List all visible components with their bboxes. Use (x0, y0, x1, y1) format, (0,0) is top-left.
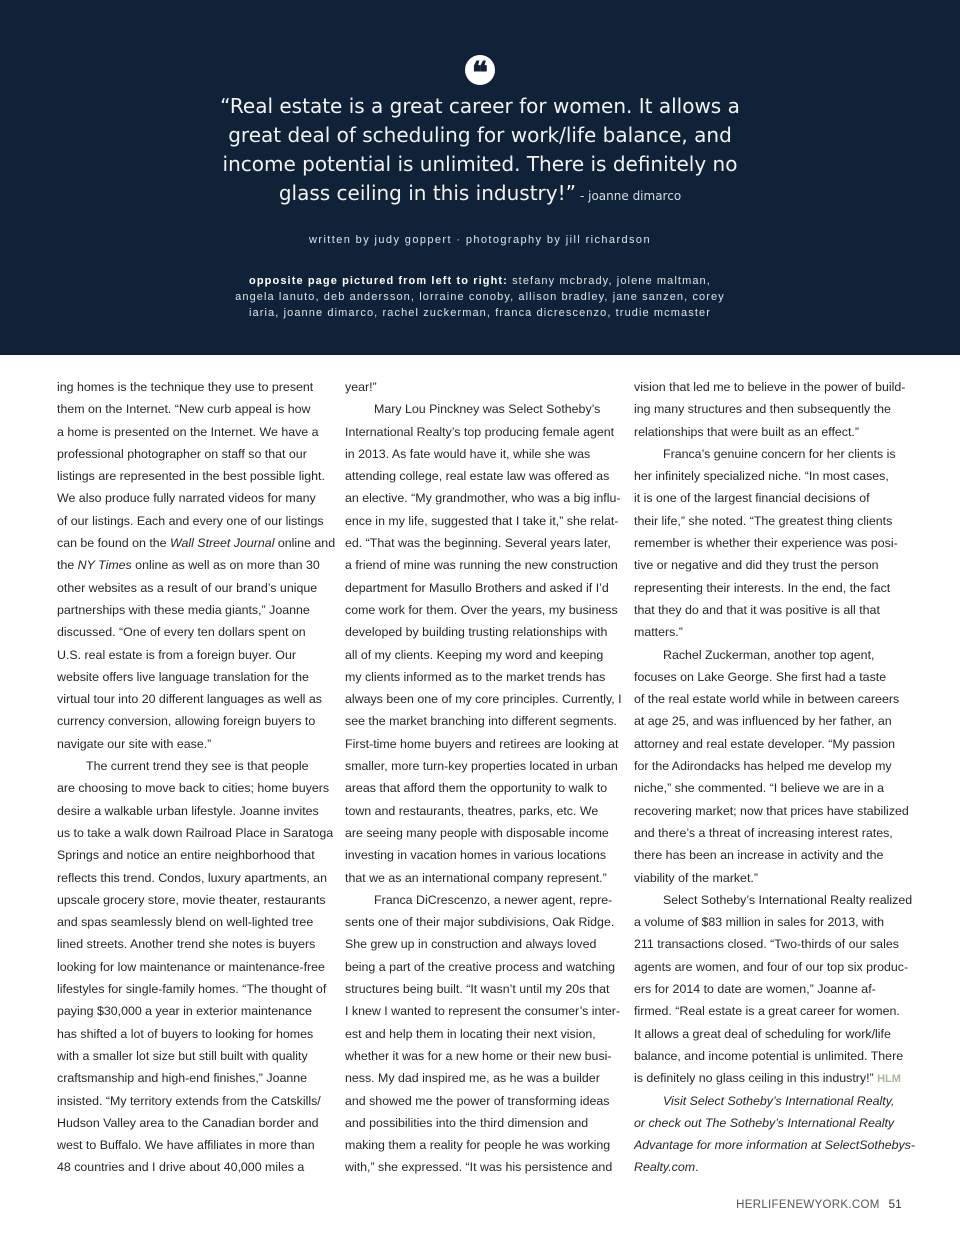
text-line (634, 487, 908, 509)
page-number: 51 (888, 1199, 902, 1211)
text-run: are choosing to move back to cities; home buyers (57, 781, 330, 796)
text-line (634, 1156, 908, 1178)
text-line (345, 710, 619, 732)
text-line (634, 710, 908, 732)
text-line (634, 510, 908, 532)
text-line (345, 956, 619, 978)
text-line (634, 421, 908, 443)
text-run: ness. My dad inspired me, as he was a builder (345, 1071, 600, 1086)
text-line (634, 1067, 908, 1089)
text-run: all of my clients. Keeping my word and keeping (345, 647, 604, 662)
end-mark-logo: HLM (877, 1073, 901, 1086)
pull-quote-line: income potential is unlimited. There is definitely no (222, 152, 738, 176)
text-line (57, 1000, 331, 1022)
text-run: and showed me the power of transforming ideas (345, 1093, 610, 1108)
text-line (345, 1023, 619, 1045)
text-run: there has been an increase in activity and the (634, 848, 884, 863)
text-line (345, 532, 619, 554)
text-run: balance, and income potential is unlimited. There (634, 1048, 904, 1063)
pull-quote-line: “Real estate is a great career for women. It allows a (220, 94, 740, 118)
text-run: and possibilities into the third dimension and (345, 1115, 589, 1130)
text-line (634, 666, 908, 688)
text-run: of our listings. Each and every one of our listings (57, 513, 324, 528)
text-run: can be found on the (57, 536, 170, 551)
text-line (634, 644, 908, 666)
text-run: for the Adirondacks has helped me develop my (634, 759, 892, 774)
text-run: town and restaurants, theatres, parks, etc. We (345, 803, 599, 818)
text-line (345, 1067, 619, 1089)
text-run: year!” (345, 380, 377, 394)
text-run: We also produce fully narrated videos for many (57, 491, 316, 506)
text-line (57, 710, 331, 732)
text-run: Rachel Zuckerman, another top agent, (663, 647, 875, 662)
quotation-mark-icon: ❝ (465, 55, 495, 85)
text-line (57, 978, 331, 1000)
text-line (345, 844, 619, 866)
text-line (57, 554, 331, 576)
text-run: and spas seamlessly blend on well-lighted tree (57, 915, 314, 930)
text-line (57, 844, 331, 866)
text-run: areas that afford them the opportunity to walk to (345, 781, 608, 796)
text-run: developed by building trusting relationships with (345, 625, 608, 640)
text-run: and there’s a threat of increasing interest rates, (634, 825, 893, 840)
text-line (57, 1156, 331, 1178)
text-run: insisted. “My territory extends from the Catskills/ (57, 1093, 321, 1108)
text-line (634, 933, 908, 955)
text-run: department for Masullo Brothers and asked if I’d (345, 580, 609, 595)
text-line (634, 1134, 916, 1156)
pull-quote-line: glass ceiling in this industry!” - joanne dimarco (278, 181, 682, 205)
photo-caption-label: opposite page pictured from left to right: (249, 275, 508, 287)
text-run: always been one of my core principles. Currently, I (345, 692, 622, 707)
text-line (57, 465, 331, 487)
text-line (634, 800, 908, 822)
text-run: lifestyles for single-family homes. “The thought of (57, 982, 327, 997)
text-run: ing homes is the technique they use to present (57, 380, 314, 394)
text-line (345, 487, 619, 509)
text-line (57, 911, 331, 933)
photo-caption-line: opposite page pictured from left to right: stefany mcbrady, jolene maltman, (249, 275, 711, 287)
text-line (57, 889, 331, 911)
text-line (57, 398, 331, 420)
text-run: It allows a great deal of scheduling for work/life (634, 1026, 891, 1041)
text-line (634, 1090, 908, 1112)
text-run: Select Sotheby’s International Realty realized (663, 892, 913, 907)
article-credits: written by judy goppert · photography by jill richardson (309, 234, 651, 246)
text-line (634, 688, 908, 710)
text-run: come work for them. Over the years, my business (345, 602, 618, 617)
text-run: 211 transactions closed. “Two-thirds of our sales (634, 937, 899, 952)
text-line (345, 599, 619, 621)
photo-caption-line: angela lanuto, deb andersson, lorraine conoby, allison bradley, jane sanzen, corey (235, 291, 725, 303)
text-line (57, 1045, 331, 1067)
text-run: discussed. “One of every ten dollars spent on (57, 625, 306, 640)
text-run: ers for 2014 to date are women,” Joanne af- (634, 982, 876, 997)
text-line (634, 956, 908, 978)
text-line (57, 867, 331, 889)
text-run: attending college, real estate law was offered as (345, 469, 610, 484)
text-line (57, 421, 331, 443)
text-line (634, 398, 908, 420)
text-line (634, 844, 908, 866)
text-run: 48 countries and I drive about 40,000 miles a (57, 1160, 305, 1175)
text-run: agents are women, and four of our top six produc- (634, 959, 909, 974)
text-run: investing in vacation homes in various locations (345, 848, 607, 863)
text-run: structures being built. “It wasn’t until my 20s that (345, 982, 610, 997)
text-run: website offers live language translation for the (57, 669, 309, 684)
text-run: west to Buffalo. We have affiliates in more than (57, 1138, 315, 1153)
text-line (57, 1067, 331, 1089)
text-run: other websites as a result of our brand’s unique (57, 580, 318, 595)
text-run: at age 25, and was influenced by her father, an (634, 714, 892, 729)
text-line (634, 465, 908, 487)
text-line (57, 510, 331, 532)
text-line (345, 911, 619, 933)
text-run: matters.” (634, 625, 683, 640)
text-line (345, 398, 619, 420)
text-run: listings are represented in the best possible light. (57, 469, 325, 484)
text-run: of the real estate world while in between careers (634, 692, 900, 707)
quote-attribution: - joanne dimarco (579, 189, 682, 203)
text-run: ed. “That was the beginning. Several years later, (345, 536, 611, 551)
text-run: viability of the market.” (634, 870, 758, 885)
text-line (345, 465, 619, 487)
text-run: recovering market; now that prices have stabilized (634, 803, 909, 818)
text-line (345, 1045, 619, 1067)
text-run: partnerships with these media giants,” Joanne (57, 602, 310, 617)
text-line (57, 1112, 331, 1134)
text-line (57, 532, 336, 554)
text-run: has shifted a lot of buyers to looking for homes (57, 1026, 314, 1041)
text-line (345, 554, 619, 576)
text-run: First-time home buyers and retirees are looking at (345, 736, 619, 751)
text-line (57, 956, 331, 978)
text-line (345, 889, 619, 911)
text-line (345, 1112, 619, 1134)
header-banner (0, 0, 960, 355)
text-line (345, 978, 619, 1000)
text-run: Franca DiCrescenzo, a newer agent, repre- (374, 892, 613, 907)
text-run: making them a reality for people he was working (345, 1138, 611, 1153)
text-line (57, 1023, 331, 1045)
text-line (634, 1112, 908, 1134)
text-line (634, 889, 913, 911)
text-run: her infinitely specialized niche. “In most cases, (634, 469, 889, 484)
text-run: She grew up in construction and always loved (345, 937, 597, 952)
text-run: est and help them in locating their next vision, (345, 1026, 596, 1041)
pull-quote (200, 92, 760, 211)
italic-run: NY Times (77, 558, 132, 573)
text-run: vision that led me to believe in the power of build- (634, 380, 906, 394)
text-line (57, 755, 331, 777)
text-line (57, 1090, 331, 1112)
text-line (634, 867, 908, 889)
text-line (345, 666, 619, 688)
text-line (345, 1156, 619, 1178)
text-run: representing their interests. In the end, the fact (634, 580, 891, 595)
text-line (634, 599, 908, 621)
text-run: sents one of their major subdivisions, Oak Ridge. (345, 915, 615, 930)
text-run: smaller, more turn-key properties located in urban (345, 759, 618, 774)
text-line (634, 733, 908, 755)
text-line (345, 1090, 619, 1112)
text-line (57, 443, 331, 465)
text-run: desire a walkable urban lifestyle. Joanne invites (57, 803, 319, 818)
text-run: firmed. “Real estate is a great career for women. (634, 1004, 900, 1019)
italic-run: Realty.com (634, 1160, 696, 1175)
text-line (345, 800, 619, 822)
text-run: reflects this trend. Condos, luxury apartments, an (57, 870, 327, 885)
italic-run: Visit Select Sotheby’s International Realty, (663, 1093, 895, 1108)
text-line (345, 644, 619, 666)
text-run: ence in my life, suggested that I take it,” she relat- (345, 513, 619, 528)
italic-run: Advantage for more information at SelectSothebys- (634, 1138, 916, 1153)
text-line (57, 621, 331, 643)
text-run: professional photographer on staff so that our (57, 446, 307, 461)
text-line (345, 688, 622, 710)
text-line (57, 644, 331, 666)
article-column-3 (634, 376, 916, 1179)
text-run: relationships that were built as an effect.” (634, 424, 859, 439)
text-line (345, 510, 619, 532)
photo-caption (200, 273, 760, 321)
site-url: HERLIFENEWYORK.COM (736, 1199, 880, 1211)
text-line (634, 777, 908, 799)
text-run: is definitely no glass ceiling in this industry!” (634, 1071, 878, 1086)
photo-caption-line: iaria, joanne dimarco, rachel zuckerman, franca dicrescenzo, trudie mcmaster (248, 307, 712, 319)
text-line (345, 577, 619, 599)
text-line (634, 822, 908, 844)
text-run: online as well as on more than 30 (131, 558, 320, 573)
text-run: in 2013. As fate would have it, while she was (345, 446, 591, 461)
text-line (57, 777, 331, 799)
text-run: virtual tour into 20 different languages as well as (57, 692, 322, 707)
text-run: U.S. real estate is from a foreign buyer. Our (57, 647, 296, 662)
text-line (345, 421, 619, 443)
text-run: the (57, 558, 78, 573)
text-run: us to take a walk down Railroad Place in Saratoga (57, 825, 334, 840)
text-run: Mary Lou Pinckney was Select Sotheby’s (374, 402, 601, 417)
text-line (345, 867, 619, 889)
text-line (634, 532, 908, 554)
text-line (634, 554, 908, 576)
text-run: a home is presented on the Internet. We have a (57, 424, 319, 439)
pull-quote-line: great deal of scheduling for work/life balance, and (228, 123, 732, 147)
text-line (634, 1000, 908, 1022)
text-run: them on the Internet. “New curb appeal is how (57, 402, 311, 417)
text-run: my clients informed as to the market trends has (345, 669, 606, 684)
text-line (57, 933, 331, 955)
text-run: their life,” she noted. “The greatest thing clients (634, 513, 893, 528)
text-line (634, 1045, 908, 1067)
text-run: with a smaller lot size but still built with quality (57, 1048, 308, 1063)
text-run: it is one of the largest financial decisions of (634, 491, 870, 506)
text-line (57, 376, 331, 398)
text-run: currency conversion, allowing foreign buyers to (57, 714, 316, 729)
text-line (345, 933, 619, 955)
text-run: niche,” she commented. “I believe we are in a (634, 781, 885, 796)
text-line (345, 376, 619, 398)
text-line (634, 376, 908, 398)
text-run: upscale grocery store, movie theater, restaurants (57, 892, 326, 907)
text-run: navigate our site with ease.” (57, 736, 212, 751)
text-run: are seeing many people with disposable income (345, 825, 609, 840)
text-line (57, 666, 331, 688)
text-run: . (695, 1160, 699, 1175)
text-run: tive or negative and did they trust the person (634, 558, 879, 573)
text-line (345, 443, 619, 465)
text-line (634, 577, 908, 599)
text-run: ing many structures and then subsequently the (634, 402, 891, 417)
text-line (345, 1134, 619, 1156)
text-line (345, 733, 619, 755)
text-run: online and (274, 536, 336, 551)
text-run: looking for low maintenance or maintenance-free (57, 959, 325, 974)
text-line (345, 822, 619, 844)
text-run: lined streets. Another trend she notes is buyers (57, 937, 316, 952)
text-line (57, 688, 331, 710)
italic-run: Wall Street Journal (170, 536, 275, 551)
text-run: attorney and real estate developer. “My passion (634, 736, 896, 751)
text-line (634, 621, 908, 643)
text-line (57, 577, 331, 599)
text-run: Springs and notice an entire neighborhood that (57, 848, 315, 863)
text-line (57, 487, 331, 509)
text-line (345, 777, 619, 799)
text-run: see the market branching into different segments. (345, 714, 617, 729)
text-line (57, 599, 331, 621)
text-run: remember is whether their experience was posi- (634, 536, 898, 551)
text-run: Hudson Valley area to the Canadian border and (57, 1115, 319, 1130)
text-run: focuses on Lake George. She first had a taste (634, 669, 887, 684)
page-footer (736, 1199, 902, 1211)
text-line (634, 443, 908, 465)
text-run: The current trend they see is that people (86, 759, 309, 774)
text-line (634, 755, 908, 777)
text-run: a volume of $83 million in sales for 2013, with (634, 915, 885, 930)
text-line (57, 1134, 331, 1156)
text-line (634, 911, 908, 933)
text-run: whether it was for a new home or their new busi- (345, 1048, 612, 1063)
text-line (634, 978, 908, 1000)
text-line (57, 822, 334, 844)
text-run: Franca’s genuine concern for her clients is (663, 446, 896, 461)
text-line (345, 621, 619, 643)
article-column-1 (57, 376, 336, 1179)
text-run: that we as an international company represent.” (345, 870, 607, 885)
article-column-2 (345, 376, 622, 1179)
text-run: being a part of the creative process and watching (345, 959, 616, 974)
text-line (634, 1023, 908, 1045)
text-line (57, 733, 331, 755)
italic-run: or check out The Sotheby’s International Realty (634, 1115, 895, 1130)
text-run: paying $30,000 a year in exterior maintenance (57, 1004, 312, 1019)
text-run: a friend of mine was running the new construction (345, 558, 618, 573)
text-run: with,” she expressed. “It was his persistence and (345, 1160, 613, 1175)
text-line (345, 1000, 619, 1022)
text-line (345, 755, 619, 777)
text-run: craftsmanship and high-end finishes,” Joanne (57, 1071, 308, 1086)
text-run: I knew I wanted to represent the consumer’s inter- (345, 1004, 621, 1019)
text-line (57, 800, 331, 822)
text-run: International Realty’s top producing female agent (345, 424, 615, 439)
text-run: an elective. “My grandmother, who was a big influ- (345, 491, 621, 506)
text-run: that they do and that it was positive is all that (634, 602, 880, 617)
